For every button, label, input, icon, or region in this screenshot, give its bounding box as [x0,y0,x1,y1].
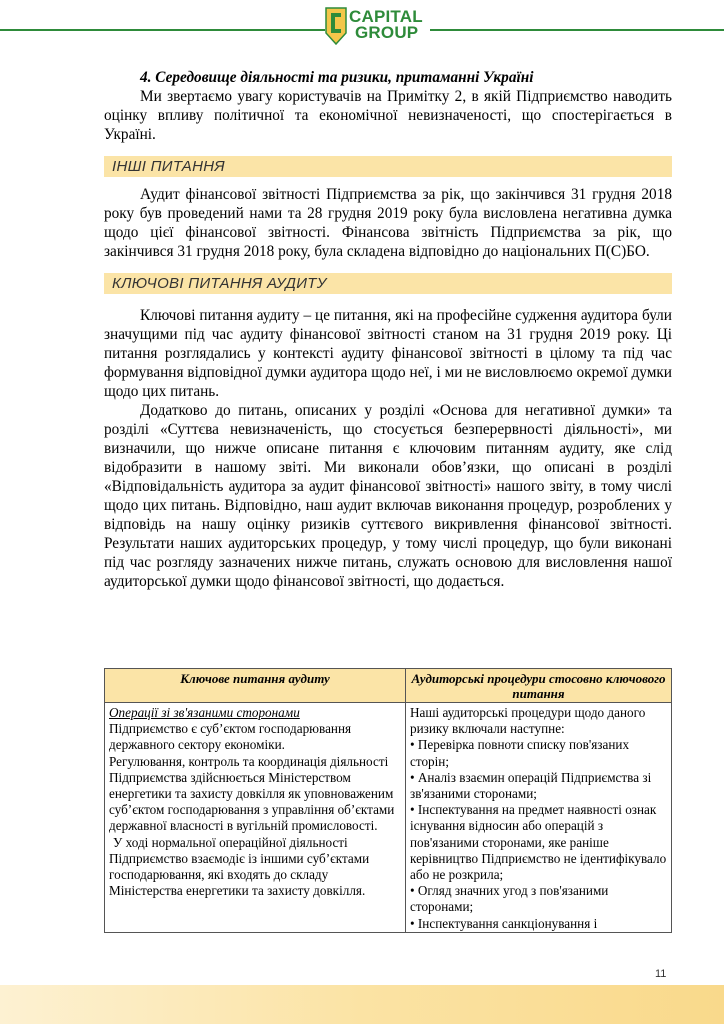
document-body [104,68,672,591]
section-4-paragraph: Ми звертаємо увагу користувачів на Примітку 2, в якій Підприємство наводить оцінку впливу політичної та економічної невизначеності, що спостерігається в Україні. [104,88,672,143]
key-audit-table [104,668,672,933]
footer-band [0,985,724,1024]
right-intro: Наші аудиторські процедури щодо даного ризику включали наступне: [410,705,646,737]
left-text-2: Регулювання, контроль та координація діяльності Підприємства здійснюється Міністерством енергетики та захисту довкілля як уповноваженим суб’єктом господарювання з управління об’єктами державної власності в вугільній промисловості. [109,753,395,834]
key-audit-paragraph-1: Ключові питання аудиту – це питання, які на професійне судження аудитора були значущими під час аудиту фінансової звітності станом на 31 грудня 2019 року. Ці питання розглядались у контексті аудиту фінансової звітності в цілому та під час формування відповідної думки аудитора щодо неї, і ми не висловлюємо окремої думки щодо цих питань. [104,307,672,400]
key-audit-paragraph-2: Додатково до питань, описаних у розділі «Основа для негативної думки» та розділі «Суттєва невизначеність, що стосується безперервності діяльності», ми визначили, що нижче описане питання є ключовим питанням аудиту, яке слід відобразити в нашому звіті. Ми виконали обов’язки, що описані в розділі «Відповідальність аудитора за аудит фінансової звітності» нашого звіту, в тому числі щодо цих питань. Відповідно, наш аудит включав виконання процедур, розроблених у відповідь на нашу оцінку ризиків суттєвого викривлення фінансової звітності. Результати наших аудиторських процедур, у тому числі процедур, що були виконані під час розгляду зазначених нижче питань, служать основою для висловлення нашої аудиторської думки щодо фінансової звітності, що додається. [104,402,672,590]
list-item: • Огляд значних угод з пов'язаними сторонами; [410,883,609,915]
logo-shield-icon [325,7,347,45]
list-item: • Перевірка повноти списку пов'язаних сторін; [410,737,630,769]
left-text-1: Підприємство є суб’єктом господарювання державного сектору економіки. [109,721,352,753]
table-header-right: Аудиторські процедури стосовно ключового питання [406,669,672,703]
list-item: • Аналіз взаємин операцій Підприємства зі зв'язаними сторонами; [410,769,652,802]
page-number: 11 [655,968,667,980]
table-row [105,703,672,933]
key-audit-title: КЛЮЧОВІ ПИТАННЯ АУДИТУ [112,275,327,292]
logo-line-2: GROUP [355,23,419,42]
table-header-row [105,669,672,703]
other-issues-title: ІНШІ ПИТАННЯ [112,158,225,175]
table-cell-right [406,703,672,933]
other-issues-band [104,156,672,177]
list-item: • Інспектування на предмет наявності ознак існування відносин або операцій з пов'язаними сторонами, яке раніше керівництво Підприємство не ідентифікувало або не розкрила; [410,802,667,883]
logo-line-1: CAPITAL [349,7,423,26]
left-text-3: У ході нормальної операційної діяльності Підприємство взаємодіє із іншими суб’єктами господарювання, які входять до складу Міністерства енергетики та захисту довкілля. [109,834,370,899]
table-cell-left [105,703,406,933]
table-header-left: Ключове питання аудиту [105,669,406,703]
other-issues-paragraph: Аудит фінансової звітності Підприємства за рік, що закінчився 31 грудня 2018 року був проведений нами та 28 грудня 2019 року була висловлена негативна думка щодо цієї фінансової звітності. Фінансова звітність Підприємства за рік, що закінчився 31 грудня 2018 року, була складена відповідно до національних П(С)БО. [104,186,672,260]
section-4-heading: 4. Середовище діяльності та ризики, притаманні Україні [140,69,534,86]
key-audit-band [104,273,672,294]
related-parties-title: Операції зі зв'язаними сторонами [109,705,300,720]
list-item: • Інспектування санкціонування і [410,915,598,931]
company-logo [325,6,430,48]
